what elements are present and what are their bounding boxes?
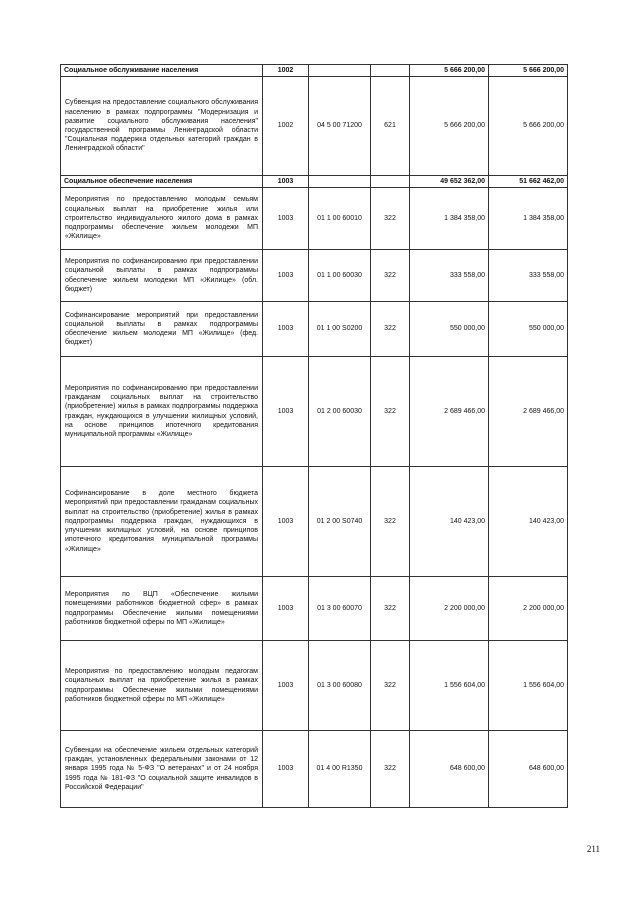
row-razdel: 1003 — [263, 731, 309, 808]
row-name: Мероприятия по софинансированию при предоставлении социальной выплаты в рамках подпрограммы обеспечение жильем молодежи МП «Жилище» (обл. бюджет) — [61, 250, 263, 302]
row-vr: 322 — [371, 357, 410, 467]
row-sum-year1: 2 200 000,00 — [410, 577, 489, 641]
row-sum-year2: 1 556 604,00 — [489, 641, 568, 731]
row-sum-year2: 2 689 466,00 — [489, 357, 568, 467]
row-razdel: 1003 — [263, 188, 309, 250]
table-row — [61, 302, 568, 357]
row-vr — [371, 65, 410, 77]
page-number: 211 — [586, 844, 600, 854]
row-razdel: 1003 — [263, 357, 309, 467]
row-name: Софинансирование мероприятий при предоставлении социальной выплаты в рамках подпрограммы обеспечение жильем молодежи МП «Жилище» (фед. бюджет) — [61, 302, 263, 357]
table-row-section — [61, 176, 568, 188]
row-razdel: 1003 — [263, 250, 309, 302]
row-sum-year1: 140 423,00 — [410, 467, 489, 577]
row-razdel: 1003 — [263, 302, 309, 357]
row-sum-year1: 1 556 604,00 — [410, 641, 489, 731]
row-vr: 322 — [371, 302, 410, 357]
row-name: Субвенции на обеспечение жильем отдельных категорий граждан, установленных федеральными законами от 12 января 1995 года № 5-ФЗ "О ветеранах" и от 24 ноября 1995 года № 181-ФЗ "О социальной защите инвалидов в Российской Федерации" — [61, 731, 263, 808]
table-row — [61, 731, 568, 808]
row-sum-year2: 648 600,00 — [489, 731, 568, 808]
row-csr: 01 1 00 60010 — [309, 188, 371, 250]
row-csr — [309, 176, 371, 188]
row-sum-year2: 51 662 462,00 — [489, 176, 568, 188]
row-vr: 322 — [371, 577, 410, 641]
row-csr: 01 1 00 S0200 — [309, 302, 371, 357]
row-sum-year2: 140 423,00 — [489, 467, 568, 577]
row-razdel: 1003 — [263, 641, 309, 731]
row-csr — [309, 65, 371, 77]
budget-table — [60, 64, 568, 808]
row-csr: 01 3 00 60080 — [309, 641, 371, 731]
row-csr: 01 2 00 S0740 — [309, 467, 371, 577]
row-name: Социальное обеспечение населения — [61, 176, 263, 188]
table-row — [61, 250, 568, 302]
row-csr: 01 3 00 60070 — [309, 577, 371, 641]
row-sum-year1: 49 652 362,00 — [410, 176, 489, 188]
row-vr: 322 — [371, 641, 410, 731]
table-row — [61, 357, 568, 467]
row-sum-year2: 550 000,00 — [489, 302, 568, 357]
row-sum-year1: 333 558,00 — [410, 250, 489, 302]
table-row — [61, 467, 568, 577]
row-sum-year1: 5 666 200,00 — [410, 77, 489, 176]
row-name: Социальное обслуживание населения — [61, 65, 263, 77]
row-vr: 322 — [371, 188, 410, 250]
row-vr: 621 — [371, 77, 410, 176]
row-sum-year1: 1 384 358,00 — [410, 188, 489, 250]
row-name: Мероприятия по софинансированию при предоставлении гражданам социальных выплат на строительство (приобретение) жилья в рамках подпрограммы поддержка граждан, нуждающихся в улучшении жилищных условий, на основе принципов ипотечного кредитования муниципальной программы «Жилище» — [61, 357, 263, 467]
row-vr: 322 — [371, 467, 410, 577]
row-csr: 01 2 00 60030 — [309, 357, 371, 467]
row-razdel: 1002 — [263, 65, 309, 77]
table-row-section — [61, 65, 568, 77]
row-razdel: 1003 — [263, 467, 309, 577]
row-name: Мероприятия по ВЦП «Обеспечение жилыми помещениями работников бюджетной сфер» в рамках подпрограммы Обеспечение жилыми помещениями работников бюджетной сферы по МП «Жилище» — [61, 577, 263, 641]
row-name: Мероприятия по предоставлению молодым педагогам социальных выплат на приобретение жилья в рамках подпрограммы Обеспечение жилыми помещениями работников бюджетной сферы по МП «Жилище» — [61, 641, 263, 731]
table-row — [61, 641, 568, 731]
table-row — [61, 77, 568, 176]
row-sum-year2: 5 666 200,00 — [489, 65, 568, 77]
row-name: Субвенция на предоставление социального обслуживания населению в рамках подпрограммы "Модернизация и развитие социального обслуживания населения" государственной программы Ленинградской области "Социальная поддержка отдельных категорий граждан в Ленинградской области" — [61, 77, 263, 176]
row-sum-year2: 1 384 358,00 — [489, 188, 568, 250]
row-razdel: 1003 — [263, 176, 309, 188]
row-vr — [371, 176, 410, 188]
row-sum-year2: 2 200 000,00 — [489, 577, 568, 641]
table-row — [61, 188, 568, 250]
row-vr: 322 — [371, 250, 410, 302]
row-sum-year1: 2 689 466,00 — [410, 357, 489, 467]
row-name: Софинансирование в доле местного бюджета мероприятий при предоставлении гражданам социальных выплат на строительство (приобретение) жилья в рамках подпрограммы поддержка граждан, нуждающихся в улучшении жилищных условий, на основе принципов ипотечного кредитования муниципальной программы «Жилище» — [61, 467, 263, 577]
row-csr: 01 4 00 R1350 — [309, 731, 371, 808]
row-sum-year1: 5 666 200,00 — [410, 65, 489, 77]
row-razdel: 1003 — [263, 577, 309, 641]
row-sum-year2: 333 558,00 — [489, 250, 568, 302]
row-name: Мероприятия по предоставлению молодым семьям социальных выплат на приобретение жилья или строительство индивидуального жилого дома в рамках подпрограммы обеспечение жильем молодежи МП «Жилище» — [61, 188, 263, 250]
row-vr: 322 — [371, 731, 410, 808]
table-row — [61, 577, 568, 641]
row-sum-year1: 550 000,00 — [410, 302, 489, 357]
row-csr: 04 5 00 71200 — [309, 77, 371, 176]
row-razdel: 1002 — [263, 77, 309, 176]
row-sum-year1: 648 600,00 — [410, 731, 489, 808]
row-csr: 01 1 00 60030 — [309, 250, 371, 302]
row-sum-year2: 5 666 200,00 — [489, 77, 568, 176]
